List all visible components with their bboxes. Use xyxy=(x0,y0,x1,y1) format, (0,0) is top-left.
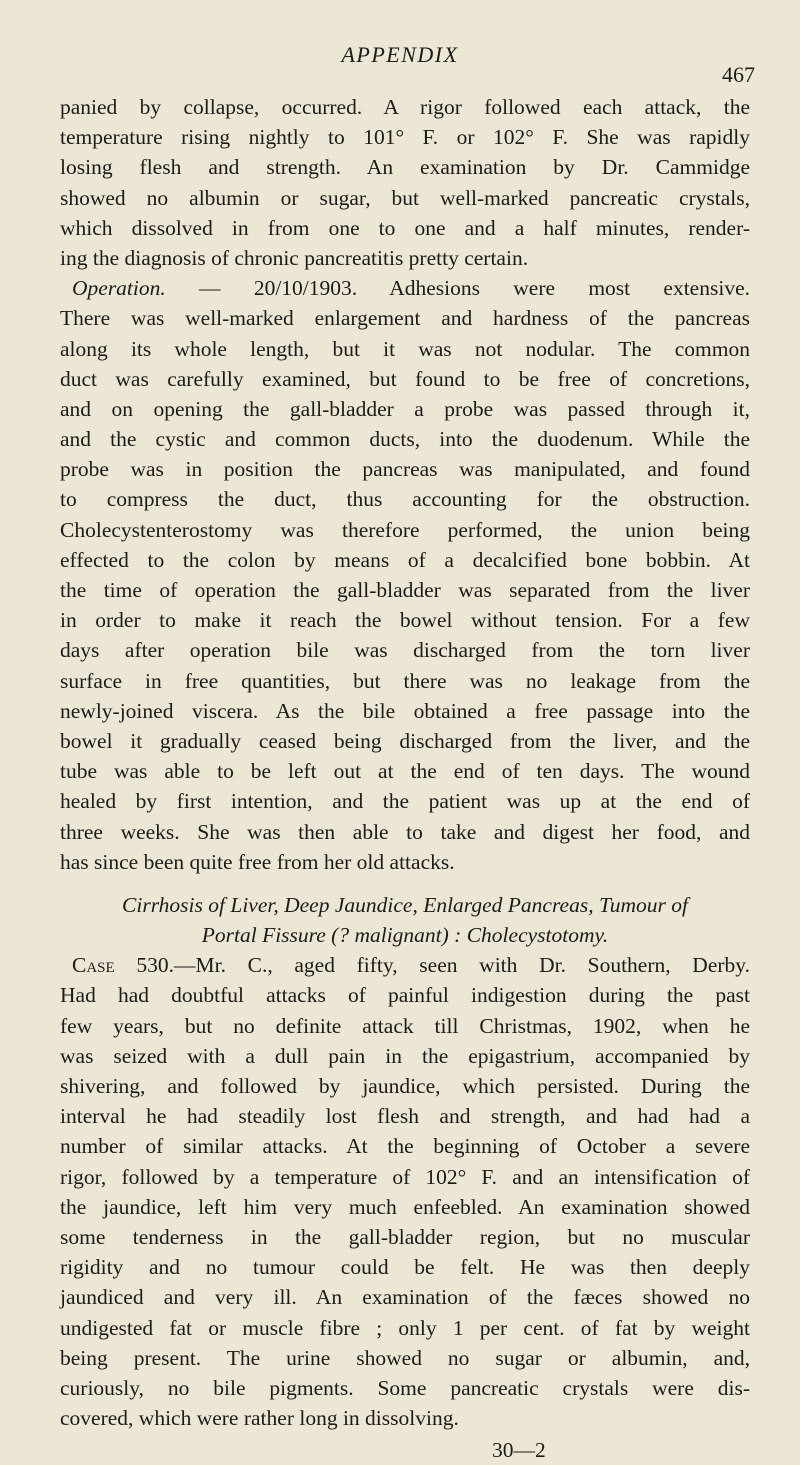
text-line: and the cystic and common ducts, into the duodenum. While the xyxy=(60,427,750,452)
text-line: panied by collapse, occurred. A rigor followed each attack, the xyxy=(60,95,750,119)
signature-mark: 30—2 xyxy=(492,1438,546,1463)
section-heading xyxy=(60,890,750,950)
text-line: There was well-marked enlargement and hardness of the pancreas xyxy=(60,306,750,331)
text-line: showed no albumin or sugar, but well-marked pancreatic crystals, xyxy=(60,185,750,210)
text-line: bowel it gradually ceased being discharged from the liver, and the xyxy=(60,728,750,753)
text-line: the time of operation the gall-bladder was separated from the liver xyxy=(60,578,750,602)
text-line: has since been quite free from her old attacks. xyxy=(60,849,455,874)
text-line: was seized with a dull pain in the epigastrium, accompanied by xyxy=(60,1043,750,1068)
text-line: and on opening the gall-bladder a probe was passed through it, xyxy=(60,396,750,421)
text-line: in order to make it reach the bowel without tension. For a few xyxy=(60,608,750,633)
text-line: rigidity and no tumour could be felt. He was then deeply xyxy=(60,1255,750,1280)
paragraph-operation xyxy=(60,273,750,877)
text-line: curiously, no bile pigments. Some pancreatic crystals were dis- xyxy=(60,1375,750,1400)
operation-label: Operation. xyxy=(72,276,166,301)
text-line: newly-joined viscera. As the bile obtained a free passage into the xyxy=(60,698,750,723)
paragraph-case xyxy=(60,950,750,1433)
page-number: 467 xyxy=(722,62,755,87)
text-line: shivering, and followed by jaundice, which persisted. During the xyxy=(60,1074,750,1098)
text-line: some tenderness in the gall-bladder region, but no muscular xyxy=(60,1224,750,1249)
text-line: covered, which were rather long in dissolving. xyxy=(60,1406,459,1431)
text-line xyxy=(60,950,750,980)
text-line: along its whole length, but it was not nodular. The common xyxy=(60,336,750,361)
text-line: jaundiced and very ill. An examination of the fæces showed no xyxy=(60,1285,750,1310)
text-line: surface in free quantities, but there was no leakage from the xyxy=(60,668,750,693)
paragraph-1 xyxy=(60,92,750,273)
section-gap xyxy=(60,877,750,890)
text-line: which dissolved in from one to one and a half minutes, render- xyxy=(60,215,750,240)
text-line: interval he had steadily lost flesh and strength, and had had a xyxy=(60,1104,750,1129)
heading-line xyxy=(60,920,750,950)
text-line xyxy=(60,273,750,303)
text-line: temperature rising nightly to 101° F. or 102° F. She was rapidly xyxy=(60,125,750,150)
text-line: few years, but no definite attack till Christmas, 1902, when he xyxy=(60,1013,750,1038)
case-label: Case xyxy=(72,953,115,978)
heading-part: ) : Cholecystotomy. xyxy=(441,923,609,948)
text-line: three weeks. She was then able to take and digest her food, and xyxy=(60,819,750,844)
running-head: APPENDIX xyxy=(341,42,459,67)
text-line: being present. The urine showed no sugar or albumin, and, xyxy=(60,1345,750,1370)
page-body xyxy=(60,92,750,1465)
text-line: days after operation bile was discharged from the torn liver xyxy=(60,638,750,663)
text-line: rigor, followed by a temperature of 102° F. and an intensification of xyxy=(60,1164,750,1189)
text-line: to compress the duct, thus accounting for the obstruction. xyxy=(60,487,750,512)
heading-part: Portal Fissure ( xyxy=(201,923,339,948)
text-line: ing the diagnosis of chronic pancreatitis pretty certain. xyxy=(60,245,529,270)
text-line: effected to the colon by means of a decalcified bone bobbin. At xyxy=(60,547,750,572)
text-line: undigested fat or muscle fibre ; only 1 per cent. of fat by weight xyxy=(60,1315,750,1340)
operation-date: — 20/10/1903. Adhesions were most extensive. xyxy=(165,276,750,301)
text-line: Had had doubtful attacks of painful indigestion during the past xyxy=(60,983,750,1008)
text-line: tube was able to be left out at the end of ten days. The wound xyxy=(60,759,750,784)
case-intro: 530.—Mr. C., aged fifty, seen with Dr. Southern, Derby. xyxy=(114,953,750,978)
heading-part: ? malignant xyxy=(338,923,442,948)
text-line: healed by first intention, and the patient was up at the end of xyxy=(60,789,750,814)
text-line: the jaundice, left him very much enfeebled. An examination showed xyxy=(60,1194,750,1219)
heading-line: Cirrhosis of Liver, Deep Jaundice, Enlarged Pancreas, Tumour of xyxy=(122,892,688,917)
text-line: losing flesh and strength. An examination by Dr. Cammidge xyxy=(60,155,750,180)
text-line: Cholecystenterostomy was therefore performed, the union being xyxy=(60,517,750,542)
text-line: probe was in position the pancreas was manipulated, and found xyxy=(60,457,750,482)
text-line: number of similar attacks. At the beginning of October a severe xyxy=(60,1134,750,1159)
text-line: duct was carefully examined, but found to be free of concretions, xyxy=(60,366,750,391)
